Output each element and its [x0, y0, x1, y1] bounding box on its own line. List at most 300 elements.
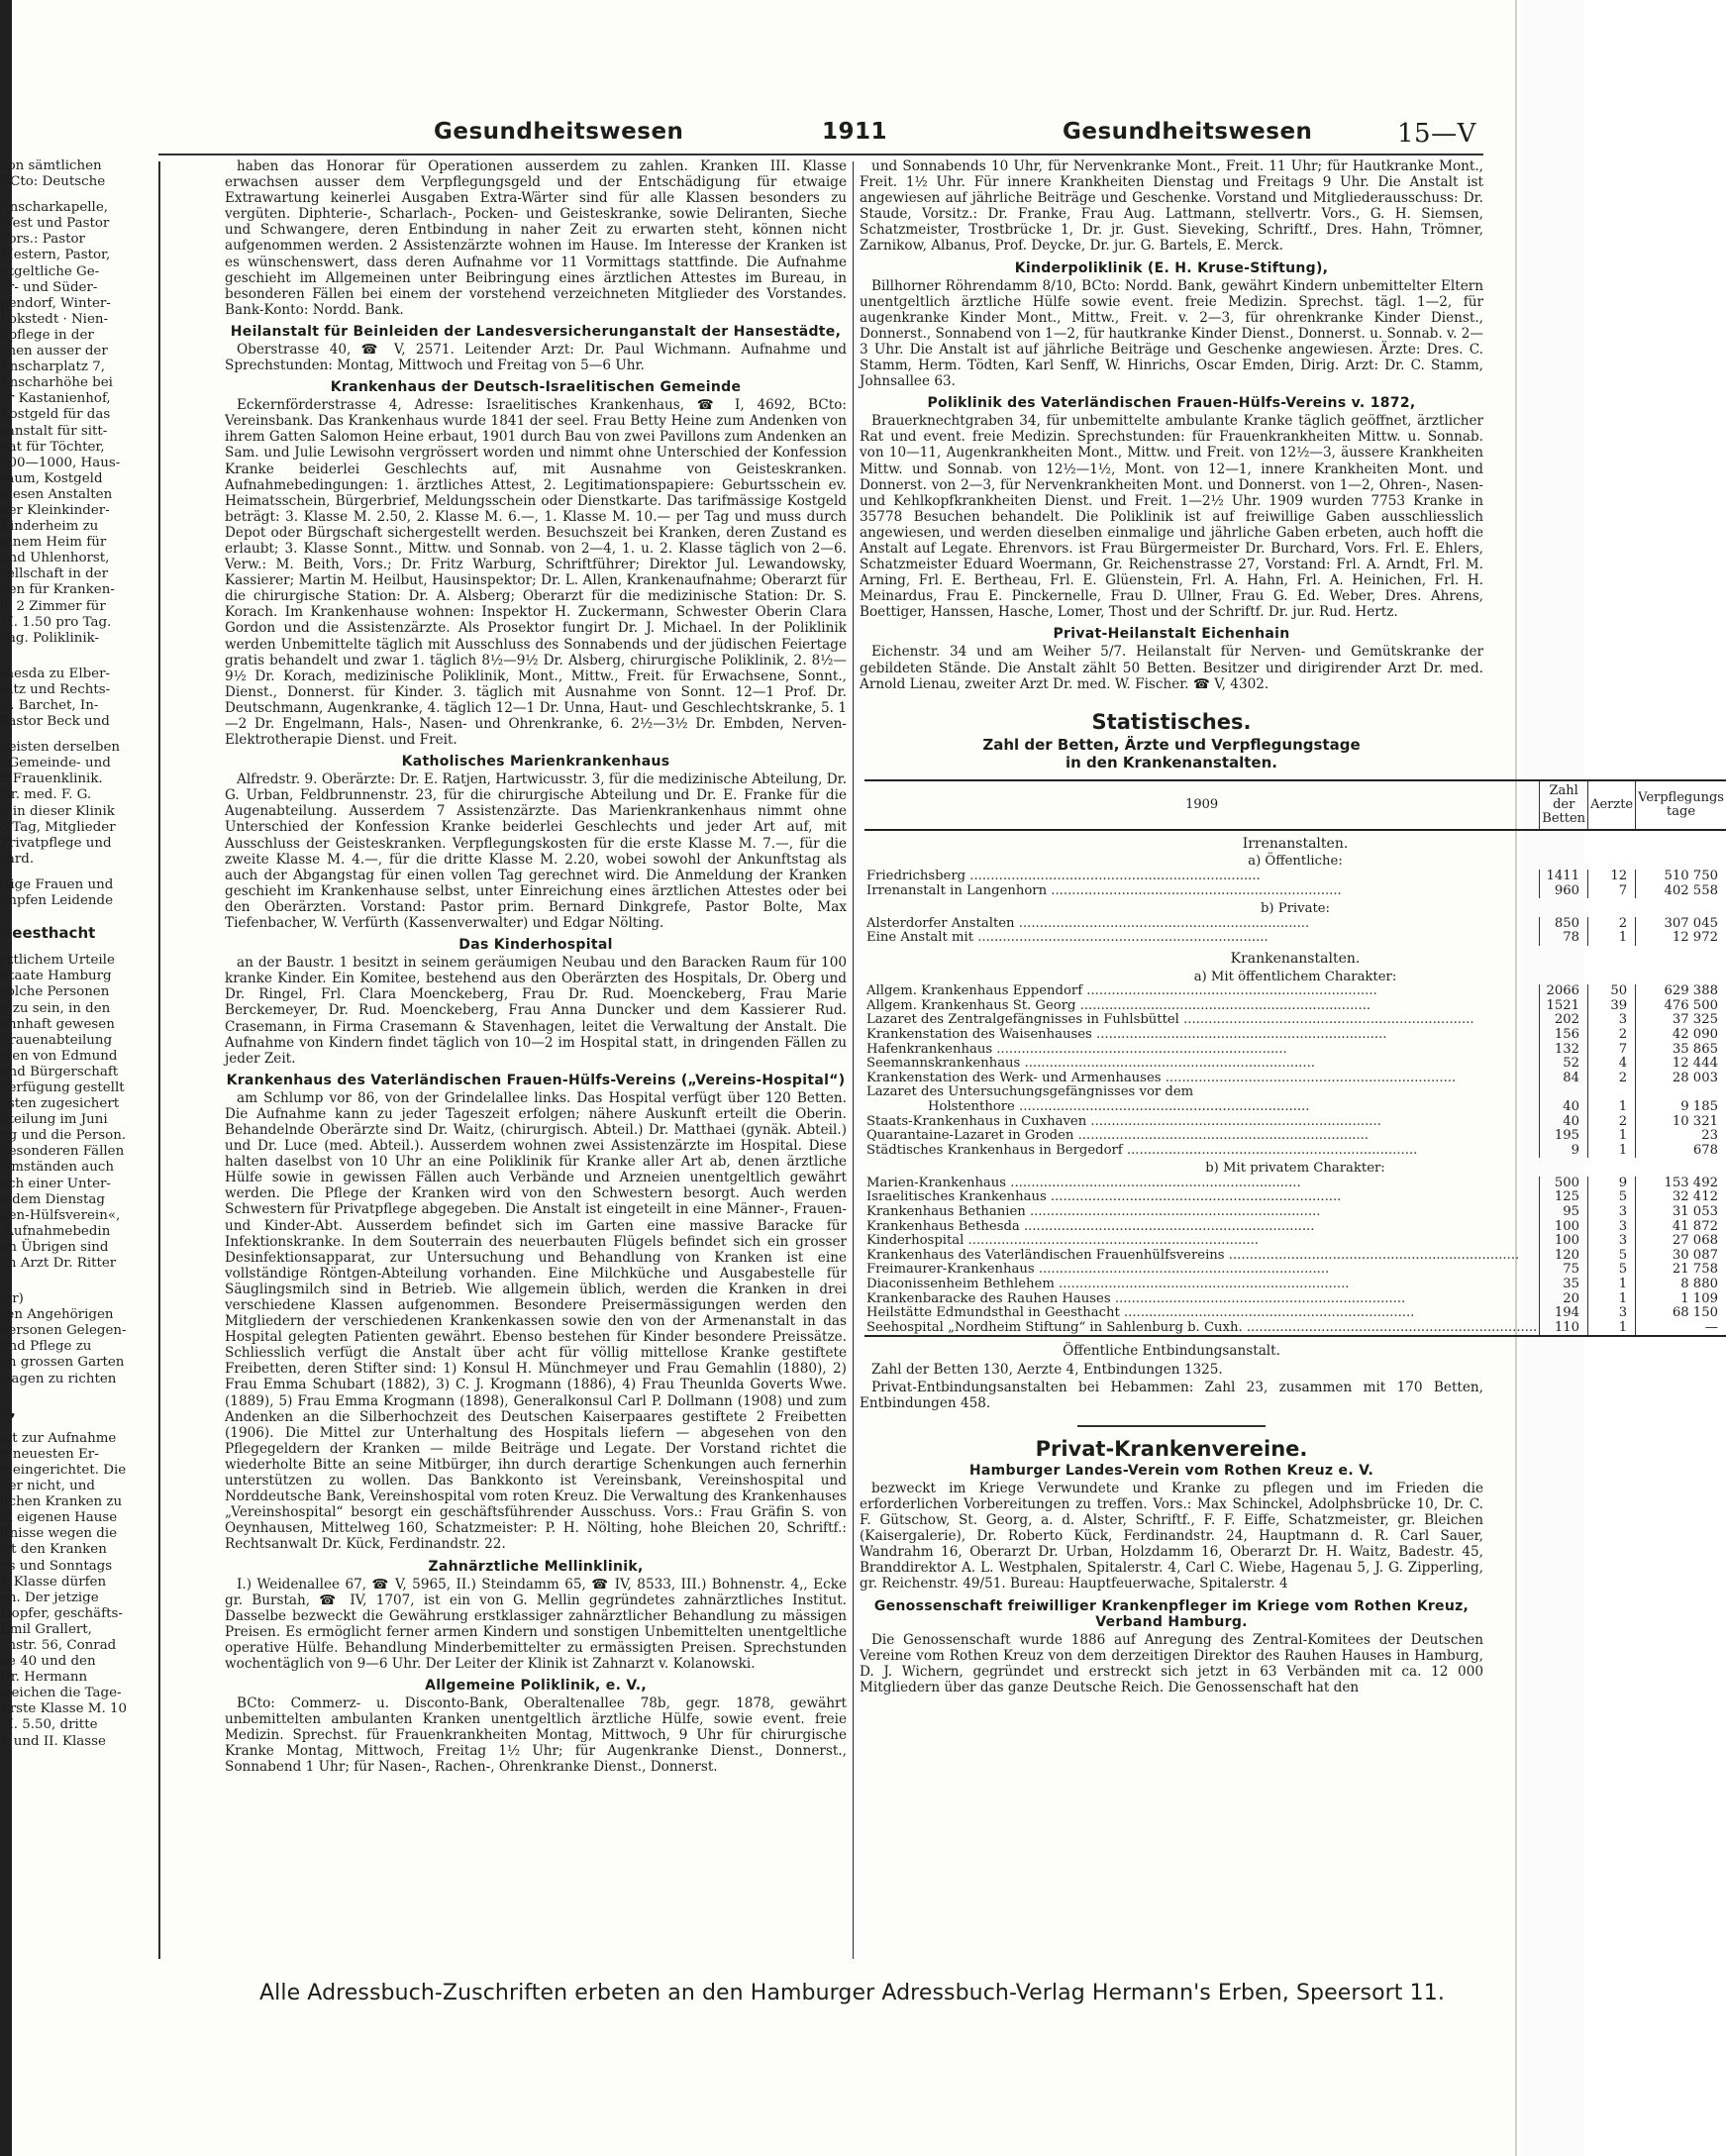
table-row [864, 984, 1726, 999]
table-group-row [864, 946, 1726, 967]
table-row [864, 931, 1726, 946]
institution-text: an der Baustr. 1 besitzt in seinem geräumigen Neubau und den Baracken Raum für 100 kranke Kinder. Ein Komitee, bestehend aus den Oberärzten des Hospitals, Dr. Oberg und Dr. Ringel, Frl. Clara Moenckeberg, Frau Dr. Rud. Moenckeberg, Frau Marie Berckemeyer, Dr. Rud. Moenckeberg, Frau Anna Duncker und dem Kassierer Rud. Crasemann, in Firma Crasemann & Stavenhagen, leitet die Verwaltung der Anstalt. Die Aufnahme von Kindern findet täglich von 10—2 im Hospital statt, in dringenden Fällen zu jeder Zeit. [225, 955, 847, 1067]
header-page-number: 15—V [1397, 119, 1476, 149]
table-group-row [864, 851, 1726, 870]
table-row-leader: ...................................................................... [1006, 1175, 1301, 1190]
margin-line: Frauenabteilung [0, 1032, 113, 1048]
table-row-label [864, 1249, 1540, 1264]
table-cell-doctors: 3 [1588, 1220, 1636, 1235]
table-row-label [864, 917, 1540, 932]
institution-heading: Genossenschaft freiwilliger Krankenpfleger im Kriege vom Rothen Kreuz, Verband Hamburg. [873, 1597, 1470, 1630]
stats-title: Statistisches. [1091, 709, 1252, 734]
margin-line: · Gemeinde- und [0, 756, 111, 771]
institution-text: Oberstrasse 40, ☎ V, 2571. Leitender Arzt: Dr. Paul Wichmann. Aufnahme und Sprechstunden: Montag, Mittwoch und Freitag von 5—6 Uhr. [225, 341, 847, 374]
table-cell-beds: 960 [1540, 884, 1588, 899]
table-row-label [864, 931, 1540, 946]
table-cell-doctors: 7 [1588, 884, 1636, 899]
table-cell-days: 12 972 [1636, 931, 1726, 946]
table-row-leader: ...................................................................... [964, 1233, 1259, 1249]
table-row-name: Heilstätte Edmundsthal in Geesthacht [866, 1305, 1120, 1321]
margin-gap [0, 1282, 152, 1291]
table-cell-doctors: 39 [1588, 999, 1636, 1014]
margin-line: Pastor Beck und [0, 714, 110, 730]
table-cell-beds: 850 [1540, 917, 1588, 932]
table-cell-beds: 202 [1540, 1013, 1588, 1028]
table-cell-days: 23 [1636, 1129, 1726, 1144]
table-row-label [864, 1043, 1540, 1058]
table-row [864, 1278, 1726, 1292]
margin-line: BCto: Deutsche [0, 174, 106, 190]
table-cell-days: 28 003 [1636, 1072, 1726, 1086]
margin-line: ,Aufnahmebedin [0, 1223, 111, 1239]
margin-line: raum, Kostgeld [0, 470, 103, 486]
table-row-label [864, 1292, 1540, 1307]
table-row [864, 870, 1726, 884]
margin-line: hen für Kranken- [0, 582, 115, 598]
institution-heading: Hamburger Landes-Verein vom Rothen Kreuz e. V. [968, 1462, 1374, 1479]
table-cell-doctors: 1 [1588, 1292, 1636, 1307]
margin-line: der nicht, und [0, 1479, 95, 1494]
institution-heading: Katholisches Marienkrankenhaus [401, 754, 670, 770]
margin-line: Anscharkapelle, [0, 200, 109, 216]
table-row [864, 1144, 1726, 1159]
margin-line: thesda zu Elber- [0, 666, 111, 681]
table-head-beds: Zahl der Betten [1540, 780, 1588, 830]
table-row-leader: ...................................................................... [1014, 915, 1310, 931]
table-cell-days: 35 865 [1636, 1043, 1726, 1058]
table-row-leader: ...................................................................... [973, 930, 1269, 946]
margin-line: sten von Edmund [0, 1048, 118, 1064]
table-row [864, 1292, 1726, 1307]
margin-line: n eingerichtet. Die [0, 1462, 127, 1478]
margin-line: uen-Hülfsverein«, [0, 1207, 121, 1223]
margin-line: sellschaft in der [0, 566, 108, 582]
table-row-name: Quarantaine-Lazaret in Groden [866, 1128, 1074, 1144]
table-row [864, 884, 1726, 899]
table-cell-beds: 125 [1540, 1190, 1588, 1205]
margin-line: m eigenen Hause [0, 1510, 118, 1526]
table-row-name: Alsterdorfer Anstalten [866, 915, 1015, 931]
margin-line: Personen Gelegen- [0, 1323, 127, 1339]
margin-line: chstr. 56, Conrad [0, 1637, 117, 1653]
table-cell-beds: 40 [1540, 1115, 1588, 1130]
table-cell-days: 27 068 [1636, 1234, 1726, 1249]
table-cell-days: 629 388 [1636, 984, 1726, 999]
margin-gap [0, 1387, 152, 1397]
table-row-name: Lazaret des Untersuchungsgefängnisses vor dem [866, 1084, 1194, 1100]
margin-line: Dr. Hermann [0, 1670, 88, 1686]
table-cell-days: — [1636, 1321, 1726, 1337]
table-row [864, 1263, 1726, 1278]
table-row [864, 1013, 1726, 1028]
table-cell-days: 8 880 [1636, 1278, 1726, 1292]
margin-line: Verfügung gestellt [0, 1079, 125, 1095]
margin-line: ng und die Person. [0, 1128, 127, 1144]
table-row-label [864, 1028, 1540, 1043]
table-row-name: Holstenthore [928, 1098, 1015, 1114]
header-year: 1911 [822, 119, 888, 145]
institution-text: Eckernförderstrasse 4, Adresse: Israelitisches Krankenhaus, ☎ I, 4692, BCto: Vereinsbank. Das Krankenhaus wurde 1841 der seel. Frau Betty Heine zum Andenken von ihrem Gatten Salomon Heine erbaut, 1901 durch Bau von zwei Pavillons zum Andenken an Sam. und Julie Lewisohn vergrössert worden und nimmt ohne Unterschied der Konfession Kranke beiderlei Geschlechts auf, mit Ausnahme von Geisteskranken. Aufnahmebedingungen: 1. ärztliches Attest, 2. Legitimationspapiere: Geburtsschein ev. Heimatsschein, Bürgerbrief, Meldungsschein oder Dienstkarte. Das tarifmässige Kostgeld beträgt: 3. Klasse M. 2.50, 2. Klasse M. 6.—, 1. Klasse M. 10.— per Tag und muss durch Depot oder Bürgschaft sichergestellt werden. Besuchszeit bei Kranken, deren Zustand es erlaubt; 3. Klasse Sonnt., Mittw. und Sonnab. von 2—4, 1. u. 2. Klasse täglich von 2—6. Verw.: M. Beith, Vors.; Dr. Fritz Warburg, Schriftführer; Direktor Jul. Lewandowsky, Kassierer; Martin M. Heilbut, Hausinspektor; Dr. L. Allen, Krankenaufnahme; Oberarzt für die chirurgische Station: Dr. A. Alsberg; Oberarzt für die medizinische Station: Dr. S. Korach. Im Krankenhause wohnen: Inspektor H. Zuckermann, Schwester Oberin Clara Gordon und die Assistenzärzte. Als Prosektor fungirt Dr. J. Michael. In der Poliklinik werden Unbemittelte täglich mit Ausschluss des Sonnabends und der jüdischen Feiertage gratis behandelt und zwar 1. täglich 8½—9½ Dr. Alsberg, chirurgische Poliklinik, 2. 8½—9½ Dr. Korach, medizinische Poliklinik, Mont., Mittw., Freit. für Erwachsene, Sonnt., Dienst., Donnerst. für Kinder. 3. täglich mit Ausnahme von Sonnt. 12—1 Prof. Dr. Deutschmann, Augenkranke, 4. täglich 12—1 Dr. Unna, Haut- und Geschlechtskranke, 5. 1—2 Dr. Engelmann, Hals-, Nasen- und Ohrenkranke, 6. 2½—3½ Dr. Embden, Nerven-Elektrotherapie Dienst. und Freit. [225, 397, 847, 749]
margin-line: er- und Süder- [0, 279, 98, 295]
margin-line: und Uhlenhorst, [0, 551, 110, 566]
margin-line: sard. [0, 851, 35, 867]
table-row-label [864, 1321, 1540, 1337]
table-cell-doctors: 3 [1588, 1234, 1636, 1249]
table-row [864, 917, 1726, 932]
table-row-label [864, 1234, 1540, 1249]
table-row-label [864, 1177, 1540, 1191]
margin-line: dpflege in der [0, 327, 94, 343]
margin-line: nat für Töchter, [0, 439, 105, 455]
table-row [864, 1190, 1726, 1205]
margin-column-cut [0, 158, 152, 1966]
table-row-name: Diaconissenheim Bethlehem [866, 1277, 1055, 1292]
header-section-right: Gesundheitswesen [1063, 119, 1313, 145]
table-row-name: Freimaurer-Krankenhaus [866, 1262, 1035, 1278]
table-cell-doctors: 12 [1588, 870, 1636, 884]
margin-line: ns und Sonntags [0, 1558, 113, 1574]
table-row-label [864, 1306, 1540, 1321]
margin-line: Tag. Poliklinik- [0, 630, 100, 646]
margin-line: Erste Klasse M. 10 [0, 1701, 128, 1717]
table-row-name: Seemannskrankenhaus [866, 1056, 1021, 1072]
table-cell-beds: 95 [1540, 1205, 1588, 1220]
table-row-label [864, 1220, 1540, 1235]
institution-text: Eichenstr. 34 und am Weiher 5/7. Heilanstalt für Nerven- und Gemütskranke der gebildeten Stände. Die Anstalt zählt 50 Betten. Besitzer und dirigirender Arzt Dr. med. Arnold Lienau, zweiter Arzt Dr. med. W. Fischer. ☎ V, 4302. [860, 644, 1483, 692]
table-row [864, 1057, 1726, 1072]
table-row [864, 1249, 1726, 1264]
table-group-label: a) Öffentliche: [1248, 854, 1343, 870]
table-cell-doctors: 1 [1588, 1278, 1636, 1292]
table-group-label: a) Mit öffentlichem Charakter: [1193, 969, 1397, 984]
margin-line: der Kleinkinder- [0, 502, 110, 518]
table-row [864, 1220, 1726, 1235]
margin-line: fragen zu richten [0, 1371, 117, 1386]
stats-subtitle-1: Zahl der Betten, Ärzte und Verpflegungstage [982, 735, 1361, 754]
margin-line: ftige Frauen und [0, 876, 114, 892]
table-head-days: Verpflegungs tage [1636, 780, 1726, 830]
table-row [864, 1072, 1726, 1086]
table-cell-doctors: 1 [1588, 1321, 1636, 1337]
margin-line: neisten derselben [0, 740, 120, 756]
column-right-bottom [860, 1436, 1483, 1695]
table-cell-beds: 100 [1540, 1234, 1588, 1249]
table-group-label: b) Private: [1260, 901, 1331, 917]
table-cell-days: 21 758 [1636, 1263, 1726, 1278]
table-row-leader: ...................................................................... [1054, 1277, 1350, 1292]
margin-line: Staate Hamburg [0, 969, 112, 984]
table-cell-days: 476 500 [1636, 999, 1726, 1014]
page-header [178, 119, 1476, 153]
margin-line: Umständen auch [0, 1160, 114, 1176]
institution-heading: Krankenhaus der Deutsch-Israelitischen Gemeinde [330, 379, 742, 396]
table-cell-days: 37 325 [1636, 1013, 1726, 1028]
institution-heading: Kinderpoliklinik (E. H. Kruse-Stiftung), [1014, 259, 1329, 276]
table-row [864, 1129, 1726, 1144]
table-group-row [864, 830, 1726, 852]
stats-subtitle-2: in den Krankenanstalten. [1066, 753, 1277, 771]
table-cell-beds: 500 [1540, 1177, 1588, 1191]
margin-line: bteilung im Juni [0, 1112, 108, 1128]
institution-heading: Krankenhaus des Vaterländischen Frauen-Hülfs-Vereins („Vereins-Hospital“) [226, 1072, 846, 1088]
margin-line: er Kastanienhof, [0, 391, 111, 407]
institution-text: Die Genossenschaft wurde 1886 auf Anregung des Zentral-Komitees der Deutschen Vereine vom Rothen Kreuz von dem derzeitigen Direktor des Rauhen Hauses in Hamburg, D. J. Wichern, gegründet und erstreckt sich jetzt in 63 Verbänden mit ca. 12 000 Mitgliedern über das ganze Deutsche Reich. Die Genossenschaft hat den [860, 1631, 1483, 1695]
institution-text: am Schlump vor 86, von der Grindelallee links. Das Hospital verfügt über 120 Betten. Die Aufnahme kann zu jeder Tageszeit erfolgen; nähere Auskunft erteilt die Oberin. Behandelnde Oberärzte sind Dr. Waitz, (chirurgisch. Abteil.) Dr. Matthaei (gynäk. Abteil.) und Dr. Luce (med. Abteil.). Ausserdem wohnen zwei Assistenzärzte im Hospital. Diese halten daselbst von 10 Uhr an eine Poliklinik für Kranke aller Art ab, denen ärztliche Hülfe sowie in gewissen Fällen auch Verbände und Arzneien unentgeltlich gewährt werden. Die Pflege der Kranken wird von den Schwestern besorgt. Auch werden Schwestern für Privatpflege abgegeben. Die Anstalt ist eingeteilt in eine Männer-, Frauen- und Kinder-Abt. Ausserdem befindet sich im Garten eine massive Baracke für Infektionskranke. In dem Souterrain des neuerbauten Flügels befindet sich ein grosser Desinfektionsapparat, zur Untersuchung und Behandlung von Kranken ist eine vollständige Röntgen-Abteilung vorhanden. Eine Milchküche und Ausgabestelle für Säuglingsmilch sind in Betrieb. Wie allgemein üblich, werden die Kranken in drei verschiedene Klassen aufgenommen. Besondere Preisermässigungen werden den Mitgliedern der verschiedenen Krankenkassen sowie den von der Armenanstalt in das Hospital gelegten Patienten gewährt. Ebenso bestehen für Kinder besondere Preissätze. Schliesslich verfügt die Anstalt über acht für völlig mittellose Kranke gestiftete Freibetten, deren Stifter sind: 1) Konsul H. Münchmeyer und Frau Gemahlin (1880), 2) Frau Emma Schubart (1882), 3) C. J. Krogmann (1886), 4) Frau Theunlda Goverts Wwe. (1889), 5) Frau Emma Krogmann (1898), Generalkonsul Carl P. Dollmann (1908) und zum Andenken an die Silberhochzeit des Deutschen Kaiserpaares gestiftete 2 Freibetten (1906). Die Mittel zur Unterhaltung des Hospitals liefern — abgesehen von den Pflegegeldern der Kranken — milde Beiträge und Legate. Der Vorstand richtet die wiederholte Bitte an seine Mitbürger, ihn durch derartige Schenkungen auch fernerhin unterstützen zu wollen. Das Bankkonto ist Vereinsbank, Vereinshospital und Norddeutsche Bank, Vereinshospital vom roten Kreuz. Die Verwaltung des Krankenhauses „Vereinshospital“ besorgt ein geschäftsführender Ausschuss. Vors.: Frau Gräfin S. von Oeynhausen, Mittelweg 160, Schatzmeister: P. H. Nölting, hohe Bleichen 20, Schriftf.: Rechtsanwalt Dr. Kück, Ferdinandstr. 22. [225, 1089, 847, 1553]
section-divider [1077, 1425, 1266, 1427]
page-footer: Alle Adressbuch-Zuschriften erbeten an den Hamburger Adressbuch-Verlag Hermann's Erben, Speersort 11. [259, 1981, 1445, 2005]
table-row-name: Seehospital „Nordheim Stiftung“ in Sahlenburg b. Cuxh. [866, 1319, 1243, 1335]
table-cell-days: 678 [1636, 1144, 1726, 1159]
margin-line: weichen die Tage- [0, 1686, 122, 1701]
table-cell-days: 307 045 [1636, 917, 1726, 932]
table-cell-days: 30 087 [1636, 1249, 1726, 1264]
margin-line: ltnisse wegen die [0, 1526, 118, 1542]
table-cell-doctors: 3 [1588, 1306, 1636, 1321]
institution-heading: Privat-Heilanstalt Eichenhain [1053, 626, 1290, 643]
margin-line: pendorf, Winter- [0, 295, 111, 311]
table-cell-doctors [1588, 1085, 1636, 1100]
table-row-leader: ...................................................................... [1020, 1056, 1315, 1072]
margin-line: diesen Anstalten [0, 486, 113, 502]
margin-gap [0, 909, 152, 919]
table-row-label [864, 1115, 1540, 1130]
hospital-stats-table [864, 779, 1726, 1338]
margin-line: Emil Grallert, [0, 1621, 92, 1637]
table-row [864, 1028, 1726, 1043]
table-cell-beds: 78 [1540, 931, 1588, 946]
header-rule [158, 154, 1483, 155]
margin-line: Vors.: Pastor [0, 232, 85, 248]
table-cell-beds: 110 [1540, 1321, 1588, 1337]
margin-line: sanstalt für sitt- [0, 423, 108, 439]
margin-line: rztlichem Urteile [0, 953, 115, 969]
table-cell-beds: 1521 [1540, 999, 1588, 1014]
margin-line: Kinderheim zu [0, 519, 99, 535]
table-cell-beds: 195 [1540, 1129, 1588, 1144]
table-row-name: Lazaret des Zentralgefängnisses in Fuhlsbüttel [866, 1012, 1179, 1028]
margin-line: Hopfer, geschäfts- [0, 1605, 123, 1621]
table-row-leader: ...................................................................... [1224, 1247, 1520, 1263]
margin-line: M. 5.50, dritte [0, 1717, 98, 1733]
table-row-leader: ...................................................................... [1019, 1218, 1315, 1234]
table-row-label [864, 1100, 1540, 1115]
column-middle [225, 158, 847, 1941]
margin-gap [0, 730, 152, 740]
table-cell-doctors: 5 [1588, 1263, 1636, 1278]
institution-heading: Heilanstalt für Beinleiden der Landesversicherunganstalt der Hansestädte, [230, 323, 842, 340]
margin-line: chen ausser der [0, 344, 108, 359]
table-row [864, 1234, 1726, 1249]
table-row-leader: ...................................................................... [1086, 1113, 1381, 1129]
margin-gap [0, 190, 152, 200]
table-cell-doctors: 50 [1588, 984, 1636, 999]
table-head-year: 1909 [864, 780, 1540, 830]
table-row [864, 1085, 1726, 1100]
table-row-label [864, 1263, 1540, 1278]
table-row-leader: ...................................................................... [1025, 1204, 1321, 1220]
institution-text: und Sonnabends 10 Uhr, für Nervenkranke Mont., Freit. 11 Uhr; für Hautkranke Mont., Freit. 1½ Uhr. Für innere Krankheiten Dienstag und Freitags 9 Uhr. Die Anstalt ist angewiesen auf jährliche Beiträge und Geschenke. Vorstand und Mitgliederausschuss: Dr. Staude, Vorsitz.: Dr. Franke, Frau Aug. Lattmann, stellvertr. Vors., G. H. Siemsen, Schatzmeister, Trostbrücke 1, Dr. jr. Gust. Sieveking, Schriftf., Dres. Hahn, Trömner, Zarnikow, Albanus, Prof. Deycke, Dr. jur. G. Bartels, E. Merck. [860, 158, 1483, 255]
table-row [864, 1321, 1726, 1337]
table-cell-days: 9 185 [1636, 1100, 1726, 1115]
table-row-label [864, 1144, 1540, 1159]
table-cell-days: 10 321 [1636, 1115, 1726, 1130]
margin-line: Sitz und Rechts- [0, 681, 111, 697]
table-row-label [864, 1129, 1540, 1144]
table-row-leader: ...................................................................... [1014, 1098, 1310, 1114]
table-row-name: Krankenstation des Waisenhauses [866, 1026, 1092, 1042]
margin-line: besonderen Fällen [0, 1144, 125, 1160]
section-title: Privat-Krankenvereine. [1035, 1436, 1308, 1461]
table-row-name: Israelitisches Krankenhaus [866, 1189, 1047, 1205]
institution-heading: Allgemeine Poliklinik, e. V., [425, 1678, 647, 1694]
table-group-row [864, 1158, 1726, 1177]
table-row-name: Krankenhaus Bethesda [866, 1218, 1020, 1234]
column-right-top [860, 158, 1483, 692]
table-row-leader: ...................................................................... [965, 869, 1261, 883]
table-cell-doctors: 1 [1588, 1144, 1636, 1159]
table-head-doctors: Aerzte [1588, 780, 1636, 830]
table-cell-beds: 52 [1540, 1057, 1588, 1072]
margin-line: und Pflege zu [0, 1339, 92, 1355]
table-cell-doctors: 3 [1588, 1013, 1636, 1028]
margin-gap [0, 647, 152, 657]
table-cell-beds: 194 [1540, 1306, 1588, 1321]
margin-line: im Übrigen sind [0, 1239, 109, 1255]
margin-line: von sämtlichen [0, 158, 102, 173]
institution-text: bezweckt im Kriege Verwundete und Kranke zu pflegen und im Frieden die erforderlichen Vorbereitungen zu treffen. Vors.: Max Schinckel, Adolphsbrücke 10, Dr. C. F. Gütschow, St. Georg, a. d. Alster, Schriftf., F. F. Eiffe, Schatzmeister, gr. Bleichen (Kaisergalerie), Dr. Roberto Kück, Ferdinandstr. 24, Hauptmann d. R. Carl Sauer, Wandrahm 16, Oberarzt Dr. Urban, Holzdamm 16, Oberarzt Dr. H. Waitz, Badestr. 45, Branddirektor A. L. Westphalen, Spitalerstr. 4, Carl C. Wiebe, Hagenau 5, J. G. Zipperling, gr. Reichenstr. 49/51. Bureau: Hauptfeuerwache, Spitalerstr. 4 [860, 1480, 1483, 1592]
table-cell-days: 153 492 [1636, 1177, 1726, 1191]
table-row-label [864, 1205, 1540, 1220]
table-row [864, 1177, 1726, 1191]
table-row [864, 1205, 1726, 1220]
margin-line: Anscharplatz 7, [0, 359, 105, 375]
margin-heading: e, [0, 1401, 16, 1420]
table-row-name: Allgem. Krankenhaus St. Georg [866, 997, 1076, 1013]
institution-text: I.) Weidenallee 67, ☎ V, 5965, II.) Steindamm 65, ☎ IV, 8533, III.) Bohnenstr. 4,, Ecke gr. Burstah, ☎ IV, 1707, ist ein von G. Mellin gegründetes zahnärztliches Institut. Dasselbe bezweckt die Gewährung erstklassiger zahnärztlicher Behandlung zu mässigen Preisen. Es ermöglicht ferner armen Kindern und sonstigen Unbemittelten unentgeltliche operative Hülfe. Behandlung Minderbemittelter zu ermässigten Preisen. Sprechstunden wochentäglich von 9—6 Uhr. Der Leiter der Klinik ist Zahnarzt v. Kolanowski. [225, 1576, 847, 1672]
table-row-leader: ...................................................................... [1161, 1070, 1457, 1085]
table-row-leader: ...................................................................... [1119, 1305, 1415, 1321]
margin-heading: Geesthacht [0, 924, 96, 943]
margin-line: solche Personen [0, 984, 110, 1000]
margin-line: ee 40 und den [0, 1654, 96, 1670]
table-group-row [864, 898, 1726, 917]
margin-line: ren Angehörigen [0, 1307, 114, 1323]
margin-line: g zu sein, in den [0, 1000, 111, 1016]
table-cell-doctors: 9 [1588, 1177, 1636, 1191]
institution-text: Alfredstr. 9. Oberärzte: Dr. E. Ratjen, Hartwicusstr. 3, für die medizinische Abteilung, Dr. G. Urban, Feldbrunnenstr. 23, für die chirurgische Abteilung und Dr. E. Franke für die Augenabteilung. Ausserdem 7 Assistenzärzte. Das Marienkrankenhaus nimmt ohne Unterschied der Konfession Kranke beiderlei Geschlechts und jeder Art auf, mit Ausschluss der Geisteskranken. Verpflegungskosten für die erste Klasse M. 7.—, für die zweite Klasse M. 4.—, für die dritte Klasse M. 2.20, wobei sowohl der Ankunftstag als auch der Abgangstag für einen vollen Tag gerechnet wird. Die Anmeldung der Kranken geschieht im Krankenhause selbst, unter Einreichung eines ärztlichen Attestes oder bei den Oberärzten. Vorstand: Pastor prim. Bernard Dinkgrefe, Pastor Bolte, Max Tiefenbacher, W. Verfürth (Kassenverwalter) und Edgar Nölting. [225, 771, 848, 932]
table-cell-days: 510 750 [1636, 870, 1726, 884]
margin-line: jedem Dienstag [0, 1191, 105, 1207]
table-row [864, 1115, 1726, 1130]
table-cell-days [1636, 1085, 1726, 1100]
margin-line: ie 2 Zimmer für [0, 598, 106, 614]
table-row-leader: ...................................................................... [1242, 1319, 1538, 1335]
institution-text: Brauerknechtgraben 34, für unbemittelte ambulante Kranke täglich geöffnet, ärztlicher Rat und event. freie Medizin. Sprechstunden: für Frauenkrankheiten Mittw. u. Sonnab. von 10—11, Augenkrankheiten Mont., Mittw. und Freit. von 12½—3, äussere Krankheiten Mittw. und Sonnab. von 12½—1½, Mont. von 12—1, innere Krankheiten Mont. und Donnerst. von 2—3, für Nervenkrankheiten Mont. und Donnerst. von 1—2, Ohren-, Nasen- und Kehlkopfkrankheiten Dienst. und Freit. 1—2½ Uhr. 1909 wurden 7753 Kranke in 35778 Besuchen behandelt. Die Poliklinik ist auf freiwillige Gaben ausschliesslich angewiesen, und werden dieselben einmalige und jährliche Gaben erbeten, auch hofft die Anstalt auf Legate. Ehrenvors. ist Frau Bürgermeister Dr. Burchard, Vors. Frl. E. Ehlers, Schatzmeister Eduard Woermann, Gr. Reichenstrasse 27, Vorstand: Frl. A. Arndt, Frl. M. Arning, Frl. E. Bertheau, Frl. E. Glüenstein, Frl. A. Hahn, Frl. A. Heinichen, Frl. H. Meinardus, Frau E. Pinckernelle, Frau D. Ullner, Frau G. Ed. Weber, Dres. Ahrens, Boettiger, Hanssen, Hasche, Lomer, Thost und der Schriftf. Dr. jur. Rud. Hertz. [860, 413, 1483, 621]
table-row-label [864, 1278, 1540, 1292]
table-cell-beds: 75 [1540, 1263, 1588, 1278]
margin-line: M. 1.50 pro Tag. [0, 614, 112, 630]
margin-line: ält zur Aufnahme [0, 1430, 117, 1446]
institution-text: Billhorner Röhrendamm 8/10, BCto: Nordd. Bank, gewährt Kindern unbemittelter Eltern unentgeltlich ärztliche Hülfe sowie event. freie Medizin. Sprechst. tägl. 1—2, für augenkranke Kinder Mont., Mittw., Freit. v. 2—3, für ohrenkranke Kinder Dienst., Donnerst., Sonnabend von 1—2, für hautkranke Kinder Dienst., Donnerst. u. Sonnab. v. 2—3 Uhr. Die Anstalt ist auf jährliche Beiträge und Geschenke angewiesen. Ärzte: Dres. C. Stamm, Herm. Tödten, Karl Senff, W. Hinrichs, Oscar Emden, Dirig. Arzt: Dr. C. Stamm, Johnsallee 63. [860, 277, 1483, 390]
table-row-leader: ...................................................................... [1047, 882, 1342, 898]
table-cell-doctors: 5 [1588, 1249, 1636, 1264]
table-cell-doctors: 2 [1588, 1115, 1636, 1130]
table-row-label [864, 1057, 1540, 1072]
table-cell-doctors: 4 [1588, 1057, 1636, 1072]
margin-line: o Tag, Mitglieder [0, 819, 116, 835]
table-row-leader: ...................................................................... [1073, 1128, 1370, 1144]
margin-line: n neuesten Er- [0, 1446, 99, 1462]
margin-gap [0, 1421, 152, 1431]
table-group-label: Irrenanstalten. [1242, 835, 1349, 852]
table-cell-days: 402 558 [1636, 884, 1726, 899]
table-row-name: Irrenanstalt in Langenhorn [866, 882, 1048, 898]
margin-line: ler) [0, 1291, 24, 1307]
table-row-leader: ...................................................................... [992, 1041, 1287, 1057]
margin-gap [0, 868, 152, 877]
table-row-leader: ...................................................................... [1034, 1262, 1330, 1278]
margin-gap [0, 1272, 152, 1282]
table-cell-days: 41 872 [1636, 1220, 1726, 1235]
table-row [864, 1043, 1726, 1058]
table-cell-beds: 1411 [1540, 870, 1588, 884]
institution-text: haben das Honorar für Operationen ausserdem zu zahlen. Kranken III. Klasse erwachsen ausser dem Verpflegungsgeld und der Entschädigung für etwaige Extrawartung keinerlei Ausgaben Extra-Wärter sind für alle Klassen besonders zu vergüten. Diphterie-, Scharlach-, Pocken- und Geisteskranke, sowie Deliranten, Sieche und Schwangere, deren Entbindung in naher Zeit zu erwarten steht, können nicht aufgenommen werden. 2 Assistenzärzte wohnen im Hause. Im Interesse der Kranken ist es wünschenswert, dass deren Aufnahme vor 11 Vormittags stattfinde. Die Aufnahme geschieht im Allgemeinen unter Beibringung eines ärztlichen Attestes im Bureau, in besonderen Fällen bei einem der vorstehend verzeichneten Mitglieder des Vorstandes. Bank-Konto: Nordd. Bank. [225, 158, 847, 318]
margin-line: I. und II. Klasse [0, 1733, 106, 1749]
margin-line: Lokstedt · Nien- [0, 311, 109, 327]
table-group-label: b) Mit privatem Charakter: [1205, 1161, 1385, 1177]
table-cell-doctors: 2 [1588, 1028, 1636, 1043]
table-cell-days: 42 090 [1636, 1028, 1726, 1043]
table-row-label [864, 1085, 1540, 1100]
table-cell-beds: 132 [1540, 1043, 1588, 1058]
table-cell-beds: 35 [1540, 1278, 1588, 1292]
table-cell-days: 12 444 [1636, 1057, 1726, 1072]
table-row-label [864, 1013, 1540, 1028]
margin-line: Anscharhöhe bei [0, 375, 113, 391]
table-row-leader: ...................................................................... [1122, 1142, 1418, 1158]
margin-line: n in dieser Klinik [0, 803, 115, 819]
table-cell-beds: 9 [1540, 1144, 1588, 1159]
header-section-left: Gesundheitswesen [434, 119, 684, 145]
table-cell-beds: 84 [1540, 1072, 1588, 1086]
table-row-name: Friedrichsberg [866, 869, 966, 883]
table-row-name: Hafenkrankenhaus [866, 1041, 993, 1057]
table-row-name: Krankenhaus Bethanien [866, 1204, 1026, 1220]
table-row-name: Krankenhaus des Vaterländischen Frauenhülfsvereins [866, 1247, 1225, 1263]
margin-line: West und Pastor [0, 216, 110, 232]
margin-line: innem Heim für [0, 535, 107, 551]
institution-text: BCto: Commerz- u. Disconto-Bank, Oberaltenallee 78b, gegr. 1878, gewährt unbemittelten ambulanten Kranken unentgeltlich ärztliche Hülfe, sowie event. freie Medizin. Sprechst. für Frauenkrankheiten Montag, Mittwoch, 9 Uhr für chirurgische Kranke Montag, Mittwoch, Freitag 1½ Uhr; für Augenkranke Dienst., Donnerst., Sonnabend 1 Uhr; für Nasen-, Rachen-, Ohrenkranke Dienst., Donnerst. [225, 1695, 847, 1776]
margin-line: en. Der jetzige [0, 1590, 99, 1605]
table-row-leader: ...................................................................... [1091, 1026, 1387, 1042]
table-row-leader: ...................................................................... [1075, 997, 1371, 1013]
table-row-label [864, 999, 1540, 1014]
institution-heading: Poliklinik des Vaterländischen Frauen-Hülfs-Vereins v. 1872, [927, 395, 1416, 412]
table-row-name: Allgem. Krankenhaus Eppendorf [866, 983, 1083, 999]
table-cell-doctors: 7 [1588, 1043, 1636, 1058]
stats-table-body [864, 830, 1726, 1337]
table-cell-beds: 100 [1540, 1220, 1588, 1235]
table-cell-doctors: 3 [1588, 1205, 1636, 1220]
table-cell-days: 32 412 [1636, 1190, 1726, 1205]
table-cell-days: 1 109 [1636, 1292, 1726, 1307]
table-cell-beds [1540, 1085, 1588, 1100]
table-row-name: Eine Anstalt mit [866, 930, 974, 946]
table-row-name: Krankenbaracke des Rauhen Hauses [866, 1290, 1111, 1306]
stats-midwife-note: Privat-Entbindungsanstalten bei Hebammen: Zahl 23, zusammen mit 170 Betten, Entbindungen 458. [860, 1379, 1483, 1411]
column-right [860, 158, 1724, 1941]
table-row-label [864, 984, 1540, 999]
